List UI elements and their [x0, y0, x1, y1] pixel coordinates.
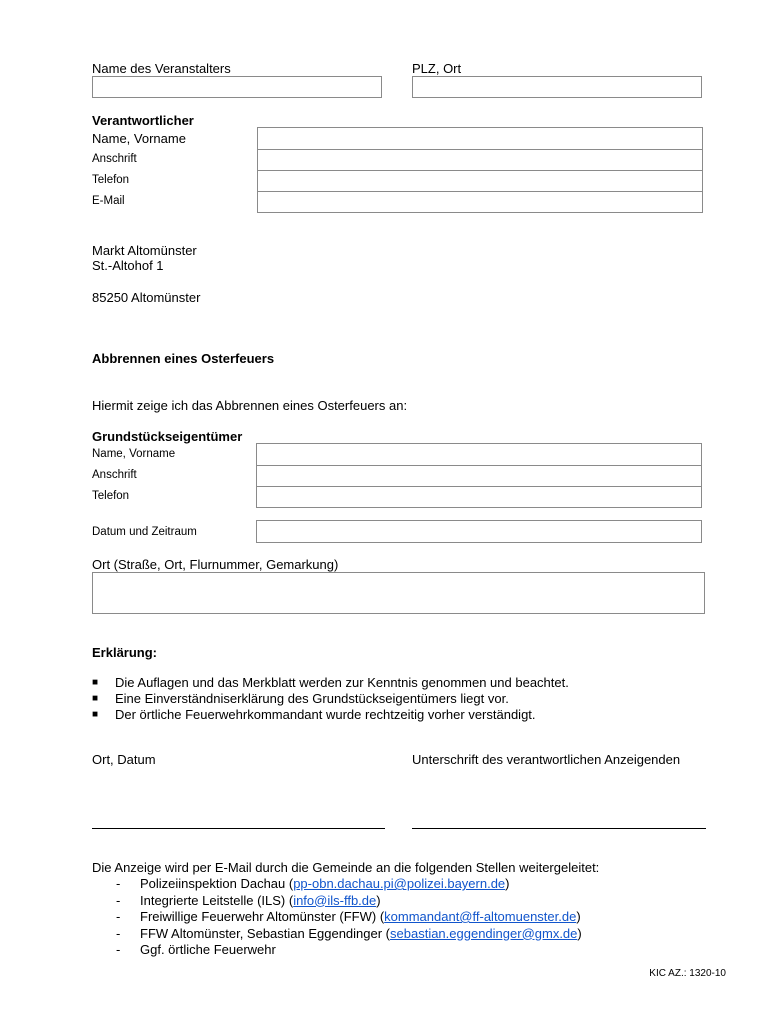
responsible-email-field[interactable] [258, 191, 702, 212]
email-link-ffw[interactable]: kommandant@ff-altomuenster.de [384, 909, 577, 924]
forwarding-list [116, 876, 736, 959]
declaration-list [92, 675, 732, 723]
dash-marker: - [116, 892, 121, 908]
signature-label: Unterschrift des verantwortlichen Anzeigenden [412, 752, 681, 767]
intro-text: Hiermit zeige ich das Abbrennen eines Osterfeuers an: [92, 398, 408, 413]
responsible-heading: Verantwortlicher [92, 113, 194, 128]
declaration-item: ■ Eine Einverständniserklärung des Grundstückseigentümers liegt vor. [92, 691, 509, 706]
owner-phone-label: Telefon [92, 490, 130, 502]
responsible-fields-table [257, 127, 703, 213]
forwarding-item: - Freiwillige Feuerwehr Altomünster (FFW) (kommandant@ff-altomuenster.de) [116, 909, 581, 924]
responsible-phone-field[interactable] [258, 170, 702, 191]
subject-heading: Abbrennen eines Osterfeuers [92, 351, 275, 366]
place-date-line[interactable] [92, 828, 385, 829]
dash-marker: - [116, 925, 121, 941]
owner-name-label: Name, Vorname [92, 448, 176, 460]
owner-phone-field[interactable] [257, 486, 701, 507]
bullet-icon: ■ [92, 693, 99, 704]
location-label: Ort (Straße, Ort, Flurnummer, Gemarkung) [92, 557, 339, 572]
forwarding-item: - Integrierte Leitstelle (ILS) (info@ils-ffb.de) [116, 892, 381, 908]
responsible-name-field[interactable] [258, 128, 702, 149]
forwarding-intro: Die Anzeige wird per E-Mail durch die Gemeinde an die folgenden Stellen weitergeleitet: [92, 860, 600, 875]
owner-address-field[interactable] [257, 465, 701, 486]
dash-marker: - [116, 909, 121, 924]
signature-line[interactable] [412, 828, 706, 829]
responsible-email-label: E-Mail [92, 195, 125, 207]
footer-reference: KIC AZ.: 1320-10 [649, 968, 726, 979]
owner-fields-table [256, 443, 702, 508]
location-field[interactable] [92, 572, 705, 614]
date-label: Datum und Zeitraum [92, 526, 197, 538]
dash-marker: - [116, 942, 121, 957]
owner-name-field[interactable] [257, 444, 701, 465]
bullet-icon: ■ [92, 709, 99, 720]
email-link-ils[interactable]: info@ils-ffb.de [293, 892, 377, 908]
place-date-label: Ort, Datum [92, 752, 156, 767]
declaration-heading: Erklärung: [92, 645, 158, 660]
forwarding-item: - FFW Altomünster, Sebastian Eggendinger (sebastian.eggendinger@gmx.de) [116, 925, 582, 941]
forwarding-item: - Polizeiinspektion Dachau (pp-obn.dachau.pi@polizei.bayern.de) [116, 876, 510, 891]
responsible-address-field[interactable] [258, 149, 702, 170]
recipient-line-2: St.-Altohof 1 [92, 258, 164, 273]
organizer-name-label: Name des Veranstalters [92, 61, 231, 76]
recipient-line-1: Markt Altomünster [92, 243, 197, 258]
owner-address-label: Anschrift [92, 469, 137, 481]
date-field[interactable] [256, 520, 702, 543]
declaration-item: ■ Die Auflagen und das Merkblatt werden zur Kenntnis genommen und beachtet. [92, 675, 569, 690]
forwarding-item: - Ggf. örtliche Feuerwehr [116, 942, 276, 957]
responsible-phone-label: Telefon [92, 174, 130, 186]
declaration-item: ■ Der örtliche Feuerwehrkommandant wurde rechtzeitig vorher verständigt. [92, 707, 536, 722]
email-link-eggendinger[interactable]: sebastian.eggendinger@gmx.de [390, 925, 578, 941]
owner-heading: Grundstückseigentümer [92, 429, 243, 444]
dash-marker: - [116, 876, 121, 891]
organizer-city-field[interactable] [412, 76, 702, 98]
organizer-name-field[interactable] [92, 76, 382, 98]
recipient-line-3: 85250 Altomünster [92, 290, 201, 305]
responsible-name-label: Name, Vorname [92, 131, 186, 146]
responsible-address-label: Anschrift [92, 153, 137, 165]
email-link-police[interactable]: pp-obn.dachau.pi@polizei.bayern.de [293, 876, 506, 891]
organizer-city-label: PLZ, Ort [412, 61, 462, 76]
bullet-icon: ■ [92, 677, 99, 688]
